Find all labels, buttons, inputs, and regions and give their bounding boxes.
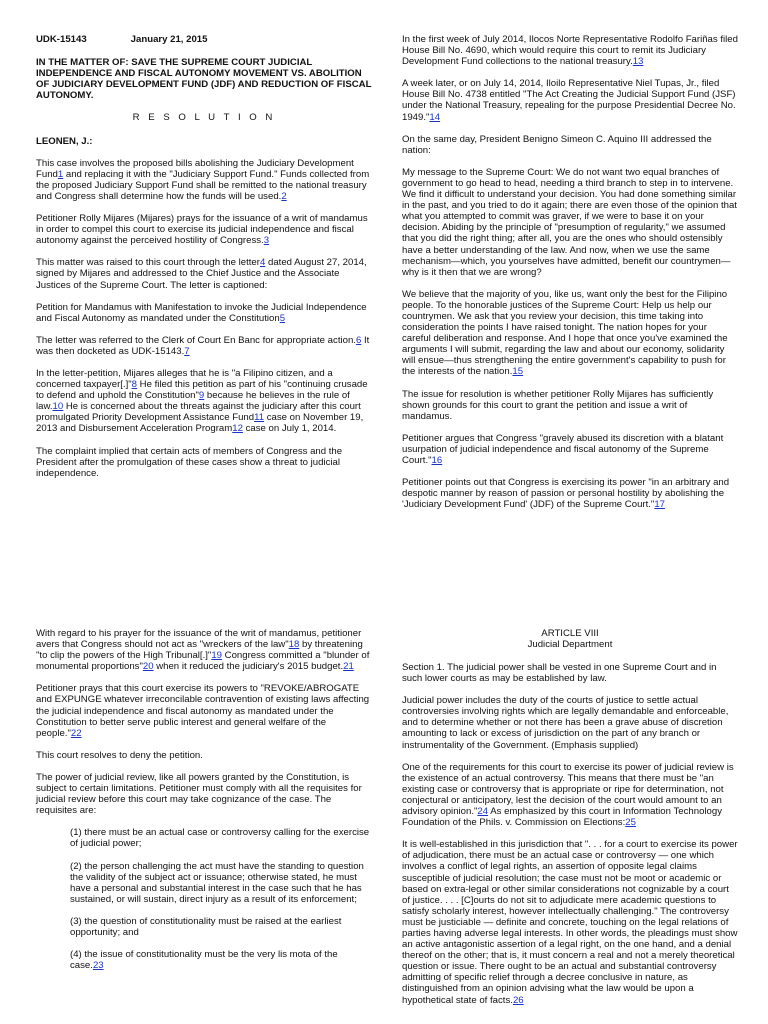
paragraph: Petition for Mandamus with Manifestation to invoke the Judicial Independence and Fiscal Autonomy as mandated under the Constitution5 bbox=[36, 301, 367, 324]
paragraph: This case involves the proposed bills abolishing the Judiciary Development Fund1 and replacing it with the "Judiciary Support Fund." Funds collected from the proposed Judiciary Support Fund shall be remitted to the national treasury and Congress shall determine how the funds will be used.2 bbox=[36, 157, 370, 202]
footnote-link[interactable]: 4 bbox=[259, 257, 266, 269]
footnote-link[interactable]: 6 bbox=[355, 334, 362, 346]
footnote-link[interactable]: 18 bbox=[288, 639, 300, 651]
paragraph: The issue for resolution is whether petitioner Rolly Mijares has sufficiently shown grounds for this court to grant the petition and issue a writ of mandamus. bbox=[402, 388, 714, 422]
paragraph: This matter was raised to this court through the letter4 dated August 27, 2014, signed by Mijares and addressed to the Chief Justice and the Associate Justices of the Supreme Court. The letter is captioned: bbox=[36, 257, 367, 291]
article-number: ARTICLE VIII bbox=[541, 628, 599, 639]
case-caption: IN THE MATTER OF: SAVE THE SUPREME COURT JUDICIAL INDEPENDENCE AND FISCAL AUTONOMY MOVEMENT VS. ABOLITION OF JUDICIARY DEVELOPMENT FUND (JDF) AND REDUCTION OF FISCAL AUTONOMY. bbox=[36, 57, 372, 102]
paragraph: The letter was referred to the Clerk of Court En Banc for appropriate action.6 It was then docketed as UDK-15143.7 bbox=[36, 334, 370, 357]
footnote-link[interactable]: 2 bbox=[281, 190, 287, 202]
footnote-link[interactable]: 11 bbox=[254, 412, 265, 424]
footnote-link[interactable]: 25 bbox=[625, 817, 636, 829]
requisite-item: (1) there must be an actual case or controversy calling for the exercise of judicial power; bbox=[70, 827, 370, 850]
resolution-title: R E S O L U T I O N bbox=[132, 112, 276, 124]
requisite-item: (2) the person challenging the act must have the standing to question the validity of the subject act or issuance; otherwise stated, he must have a personal and substantial interest in the case such that he has sustained, or will sustain, direct injury as a result of its enforcement; bbox=[70, 860, 364, 905]
article-subtitle: Judicial Department bbox=[527, 639, 613, 650]
paragraph: Petitioner Rolly Mijares (Mijares) prays for the issuance of a writ of mandamus in order to compel this court to exercise its judicial independence and fiscal autonomy against the perceived hostility of Congress.3 bbox=[36, 213, 368, 247]
paragraph: This court resolves to deny the petition. bbox=[36, 749, 203, 761]
footnote-link[interactable]: 26 bbox=[512, 994, 524, 1006]
paragraph: Petitioner prays that this court exercise its powers to "REVOKE/ABROGATE and EXPUNGE whatever irreconcilable contravention of existing laws affecting the judicial independence and fiscal autonomy as mandated under the Constitution to better serve public interest and general welfare of the people."22 bbox=[36, 683, 370, 739]
footnote-link[interactable]: 16 bbox=[431, 455, 443, 466]
footnote-link[interactable]: 13 bbox=[632, 56, 644, 68]
footnote-link[interactable]: 20 bbox=[142, 661, 154, 673]
paragraph: The complaint implied that certain acts of members of Congress and the President after the promulgation of these cases show a threat to judicial independence. bbox=[36, 445, 343, 479]
column-top-right bbox=[402, 34, 738, 521]
paragraph: It is well-established in this jurisdiction that ". . . for a court to exercise its power of adjudication, there must be an actual case or controversy — one which involves a conflict of legal rights, an assertion of opposite legal claims susceptible of judicial resolution; the case must not be moot or academic or based on extra-legal or other similar considerations not cognizable by a court of justice. . . . [C]ourts do not sit to adjudicate mere academic questions to satisfy scholarly interest, however intellectually challenging." The controversy must be justiciable — definite and concrete, touching on the legal relations of parties having adverse legal interests. In other words, the pleadings must show an active antagonistic assertion of a legal right, on the one hand, and a denial thereof on the other; that is, it must concern a real and not a merely theoretical question or issue. There ought to be an actual and substantial controversy admitting of specific relief through a decree conclusive in nature, as distinguished from an opinion advising what the law would be upon a hypothetical state of facts.26 bbox=[402, 839, 738, 1006]
footnote-link[interactable]: 19 bbox=[211, 650, 222, 662]
paragraph: Judicial power includes the duty of the courts of justice to settle actual controversies involving rights which are legally demandable and enforceable, and to determine whether or not there has been a grave abuse of discretion amounting to lack or excess of jurisdiction on the part of any branch or instrumentality of the Government. (Emphasis supplied) bbox=[402, 695, 729, 751]
requisite-item: (3) the question of constitutionality must be raised at the earliest opportunity; and bbox=[70, 915, 342, 938]
column-bottom-right bbox=[402, 628, 738, 1017]
footnote-link[interactable]: 10 bbox=[52, 401, 64, 413]
footnote-link[interactable]: 24 bbox=[477, 806, 489, 818]
footnote-link[interactable]: 12 bbox=[232, 423, 243, 435]
document-header bbox=[36, 34, 372, 45]
footnote-link[interactable]: 9 bbox=[198, 390, 205, 402]
quoted-address: We believe that the majority of you, like us, want only the best for the Filipino people. To the honorable justices of the Supreme Court: Help us help our countrymen. We ask that you review your decision, this time taking into consideration the points I have raised tonight. The nation hopes for your careful deliberation and response. And I hope that once you've examined the arguments I will submit, regarding the law and about our economy, solidarity will ensue—thus strengthening the entire government's capability to push for the interests of the nation.15 bbox=[402, 288, 728, 378]
paragraph: One of the requirements for this court to exercise its power of judicial review is the existence of an actual controversy. This means that there must be "an existing case or controversy that is appropriate or ripe for determination, not conjectural or anticipatory, lest the decision of the court would amount to an advisory opinion."24 As emphasized by this court in Information Technology Foundation of the Phils. v. Commission on Elections:25 bbox=[402, 761, 734, 829]
paragraph: Petitioner argues that Congress "gravely abused its discretion with a blatant usurpation of judicial independence and fiscal autonomy of the Supreme Court."16 bbox=[402, 432, 724, 466]
footnote-link[interactable]: 8 bbox=[131, 379, 138, 391]
case-number: UDK-15143 bbox=[36, 34, 87, 45]
paragraph: On the same day, President Benigno Simeon C. Aquino III addressed the nation: bbox=[402, 133, 712, 156]
paragraph: A week later, or on July 14, 2014, Iloilo Representative Niel Tupas, Jr., filed House Bill No. 4738 entitled "The Act Creating the Judicial Support Fund (JSF) under the National Treasury, repealing for the purpose Presidential Decree No. 1949."14 bbox=[402, 78, 736, 123]
footnote-link[interactable]: 23 bbox=[92, 960, 104, 972]
paragraph: Petitioner points out that Congress is exercising its power "in an arbitrary and despotic manner by reason of passion or personal hostility by abolishing the 'Judiciary Development Fund' (JDF) of the Supreme Court."17 bbox=[402, 477, 730, 511]
footnote-link[interactable]: 15 bbox=[512, 366, 524, 378]
footnote-link[interactable]: 22 bbox=[70, 727, 82, 739]
footnote-link[interactable]: 5 bbox=[279, 312, 286, 324]
footnote-link[interactable]: 7 bbox=[184, 345, 190, 357]
paragraph: With regard to his prayer for the issuance of the writ of mandamus, petitioner avers that Congress should not act as "wreckers of the law"18 by threatening "to clip the powers of the High Tribunal[.]"19 Congress committed a "blunder of monumental proportions"20 when it reduced the judiciary's 2015 budget.21 bbox=[36, 628, 370, 673]
requisite-item: (4) the issue of constitutionality must be the very lis mota of the case.23 bbox=[70, 949, 338, 972]
column-top-left bbox=[36, 34, 372, 490]
article-heading bbox=[402, 628, 738, 650]
paragraph: The power of judicial review, like all powers granted by the Constitution, is subject to certain limitations. Petitioner must comply with all the requisites for judicial review before this court may take cognizance of the case. The requisites are: bbox=[36, 771, 362, 817]
paragraph: In the letter-petition, Mijares alleges that he is "a Filipino citizen, and a concerned taxpayer[.]"8 He filed this petition as part of his "continuing crusade to defend and uphold the Constitution"9 because he believes in the rule of law.10 He is concerned about the threats against the judiciary after this court promulgated Priority Development Assistance Fund11 case on November 19, 2013 and Disbursement Acceleration Program12 case on July 1, 2014. bbox=[36, 367, 368, 435]
footnote-link[interactable]: 17 bbox=[654, 499, 666, 511]
footnote-link[interactable]: 1 bbox=[57, 168, 64, 180]
ponente: LEONEN, J.: bbox=[36, 135, 93, 147]
footnote-link[interactable]: 14 bbox=[429, 111, 441, 123]
paragraph: In the first week of July 2014, Ilocos Norte Representative Rodolfo Fariñas filed House Bill No. 4690, which would require this court to remit its Judiciary Development Fund collections to the national treasury.13 bbox=[402, 34, 738, 68]
footnote-link[interactable]: 21 bbox=[343, 661, 354, 673]
paragraph: Section 1. The judicial power shall be vested in one Supreme Court and in such lower courts as may be established by law. bbox=[402, 662, 717, 685]
quoted-address: My message to the Supreme Court: We do not want two equal branches of government to go head to head, needing a third branch to step in to intervene. We find it difficult to understand your decision. You had done something similar in the past, and you tried to do it again; there are even those of the opinion that what you attempted to commit was graver, if we were to base it on your decision. Abiding by the principle of "presumption of regularity," we assumed that you did the right thing; after all, you are the ones who should ostensibly have a better understanding of the law. And now, when we use the same mechanism—which, you yourselves have admitted, benefit our countrymen—why is it then that we are wrong? bbox=[402, 166, 737, 278]
column-bottom-left bbox=[36, 628, 372, 982]
footnote-link[interactable]: 3 bbox=[263, 235, 270, 247]
decision-date: January 21, 2015 bbox=[130, 34, 208, 45]
